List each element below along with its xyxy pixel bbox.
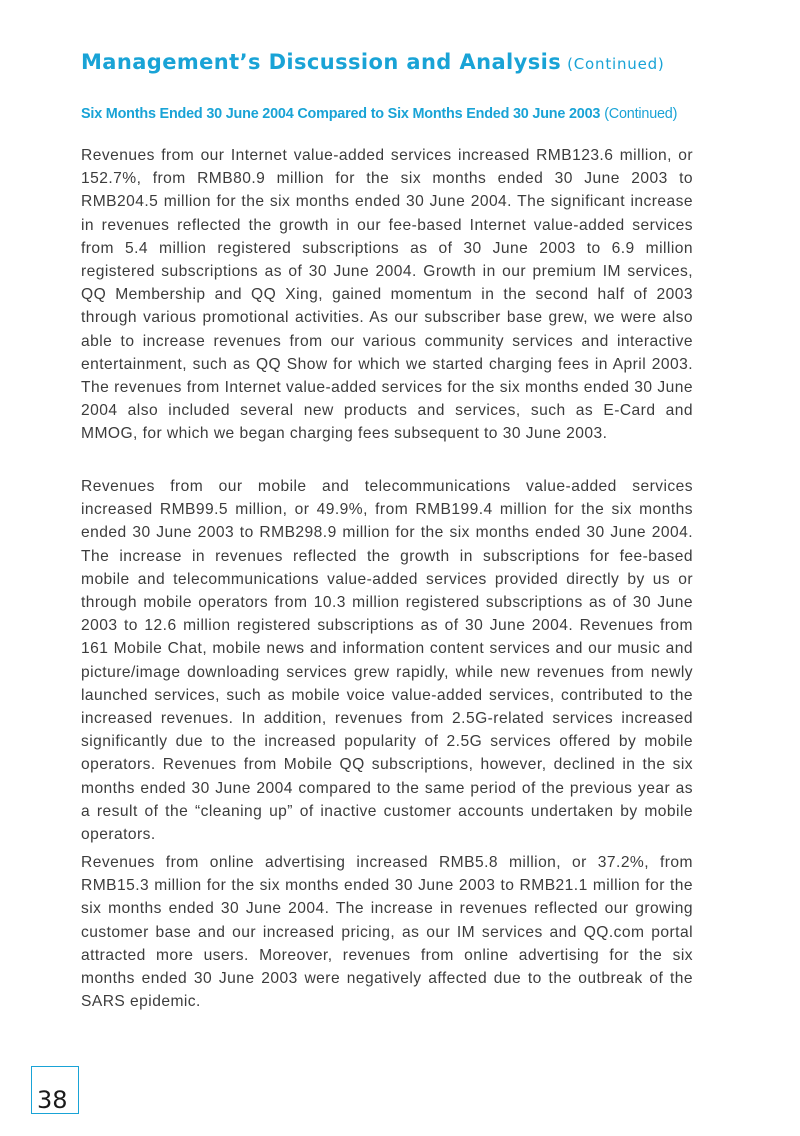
section-heading xyxy=(81,106,721,122)
paragraph-mobile-vas: Revenues from our mobile and telecommunications value-added services increased RMB99.5 million, or 49.9%, from RMB199.4 million for the six months ended 30 June 2003 to RMB298.9 million for the six months ended 30 June 2004. The increase in revenues reflected the growth in subscriptions for fee-based mobile and telecommunications value-added services provided directly by us or through mobile operators from 10.3 million registered subscriptions as of 30 June 2003 to 12.6 million registered subscriptions as of 30 June 2004. Revenues from 161 Mobile Chat, mobile news and information content services and our music and picture/image downloading services grew rapidly, while new revenues from newly launched services, such as mobile voice value-added services, contributed to the increased revenues. In addition, revenues from 2.5G-related services increased significantly due to the increased popularity of 2.5G services offered by mobile operators. Revenues from Mobile QQ subscriptions, however, declined in the six months ended 30 June 2004 compared to the same period of the previous year as a result of the “cleaning up” of inactive customer accounts undertaken by mobile operators. xyxy=(81,478,693,844)
page-number: 38 xyxy=(37,1086,68,1114)
paragraph-online-advertising: Revenues from online advertising increased RMB5.8 million, or 37.2%, from RMB15.3 million for the six months ended 30 June 2003 to RMB21.1 million for the six months ended 30 June 2004. The increase in revenues reflected our growing customer base and our increased pricing, as our IM services and QQ.com portal attracted more users. Moreover, revenues from online advertising for the six months ended 30 June 2003 were negatively affected due to the outbreak of the SARS epidemic. xyxy=(81,854,693,1011)
page-title: Management’s Discussion and Analysis xyxy=(81,50,562,74)
section-heading-title: Six Months Ended 30 June 2004 Compared to Six Months Ended 30 June 2003 xyxy=(81,106,601,122)
page-header xyxy=(81,50,721,74)
page-title-continued: (Continued) xyxy=(567,55,665,73)
section-heading-continued: (Continued) xyxy=(604,106,678,122)
page-number-box xyxy=(31,1066,79,1114)
paragraph-internet-vas: Revenues from our Internet value-added services increased RMB123.6 million, or 152.7%, from RMB80.9 million for the six months ended 30 June 2003 to RMB204.5 million for the six months ended 30 June 2004. The significant increase in revenues reflected the growth in our fee-based Internet value-added services from 5.4 million registered subscriptions as of 30 June 2003 to 6.9 million registered subscriptions as of 30 June 2004. Growth in our premium IM services, QQ Membership and QQ Xing, gained momentum in the second half of 2003 through various promotional activities. As our subscriber base grew, we were also able to increase revenues from our various community services and interactive entertainment, such as QQ Show for which we started charging fees in April 2003. The revenues from Internet value-added services for the six months ended 30 June 2004 also included several new products and services, such as E-Card and MMOG, for which we began charging fees subsequent to 30 June 2003. xyxy=(81,147,693,443)
